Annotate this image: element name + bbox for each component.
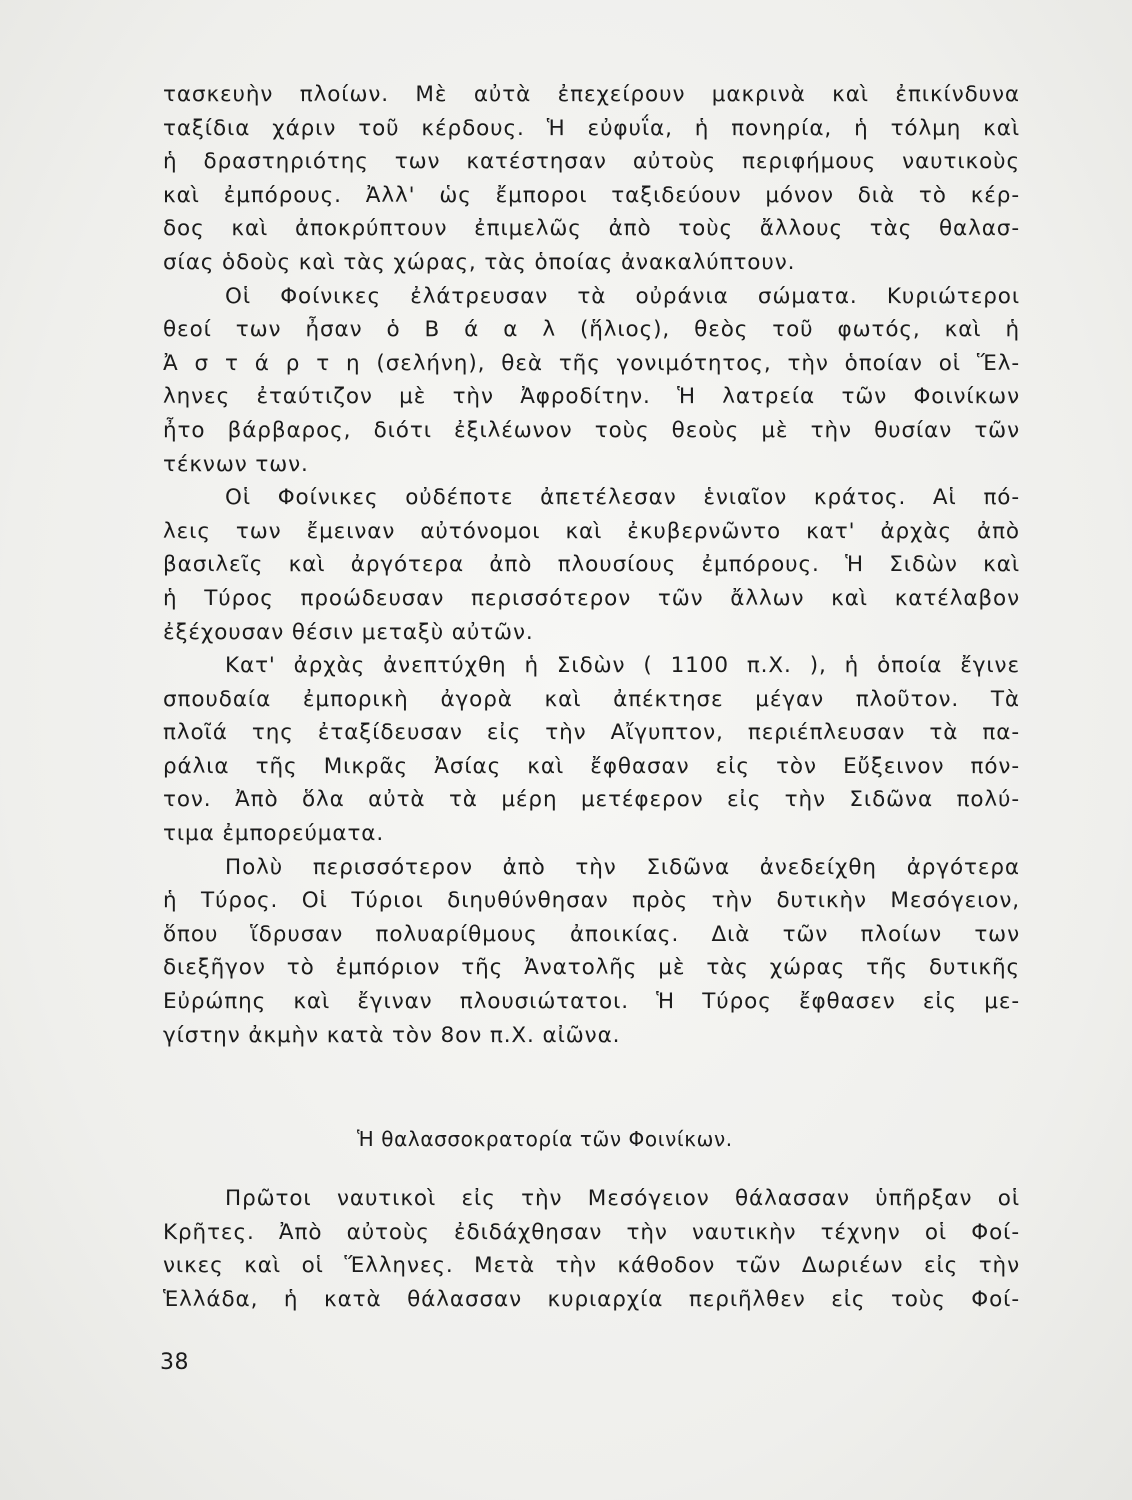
text-line: ὅπου ἵδρυσαν πολυαρίθμους ἀποικίας. Διὰ τῶν πλοίων των: [163, 921, 1020, 947]
text-line: τέκνων των.: [163, 451, 309, 477]
text-line: ἦτο βάρβαρος, διότι ἐξιλέωνον τοὺς θεοὺς μὲ τὴν θυσίαν τῶν: [163, 417, 1020, 443]
text-line: Ἀ σ τ ά ρ τ η (σελήνη), θεὰ τῆς γονιμότητος, τὴν ὁποίαν οἱ Ἕλ-: [163, 350, 1020, 376]
text-line: ἡ Τύρος. Οἱ Τύριοι διηυθύνθησαν πρὸς τὴν δυτικὴν Μεσόγειον,: [163, 888, 1020, 914]
text-line: ταξίδια χάριν τοῦ κέρδους. Ἡ εὐφυΐα, ἡ πονηρία, ἡ τόλμη καὶ: [163, 115, 1020, 141]
page-number: 38: [160, 1350, 189, 1375]
text-line: σπουδαία ἐμπορικὴ ἀγορὰ καὶ ἀπέκτησε μέγαν πλοῦτον. Τὰ: [163, 686, 1020, 712]
text-line: βασιλεῖς καὶ ἀργότερα ἀπὸ πλουσίους ἐμπόρους. Ἡ Σιδὼν καὶ: [163, 552, 1020, 578]
text-line: θεοί των ἦσαν ὁ Β ά α λ (ἥλιος), θεὸς τοῦ φωτός, καὶ ἡ: [163, 317, 1020, 343]
text-line: Ἑλλάδα, ἡ κατὰ θάλασσαν κυριαρχία περιῆλθεν εἰς τοὺς Φοί-: [163, 1286, 1020, 1312]
text-line: λεις των ἔμειναν αὐτόνομοι καὶ ἐκυβερνῶντο κατ' ἀρχὰς ἀπὸ: [163, 518, 1020, 544]
text-line: ἡ Τύρος προώδευσαν περισσότερον τῶν ἄλλων καὶ κατέλαβον: [163, 585, 1020, 611]
text-line: τασκευὴν πλοίων. Μὲ αὐτὰ ἐπεχείρουν μακρινὰ καὶ ἐπικίνδυνα: [163, 82, 1020, 107]
text-line: Πολὺ περισσότερον ἀπὸ τὴν Σιδῶνα ἀνεδείχθη ἀργότερα: [225, 854, 1020, 880]
text-line: Εὐρώπης καὶ ἔγιναν πλουσιώτατοι. Ἡ Τύρος ἔφθασεν εἰς με-: [163, 989, 1020, 1015]
section-heading: Ἡ θαλασσοκρατορία τῶν Φοινίκων.: [357, 1127, 733, 1151]
text-line: δος καὶ ἀποκρύπτουν ἐπιμελῶς ἀπὸ τοὺς ἄλλους τὰς θαλασ-: [163, 216, 1020, 242]
text-line: Κρῆτες. Ἀπὸ αὐτοὺς ἐδιδάχθησαν τὴν ναυτικὴν τέχνην οἱ Φοί-: [163, 1219, 1020, 1245]
text-line: Οἱ Φοίνικες ἐλάτρευσαν τὰ οὐράνια σώματα. Κυριώτεροι: [225, 283, 1020, 309]
text-line: τον. Ἀπὸ ὅλα αὐτὰ τὰ μέρη μετέφερον εἰς τὴν Σιδῶνα πολύ-: [163, 787, 1020, 813]
text-line: ληνες ἐταύτιζον μὲ τὴν Ἀφροδίτην. Ἡ λατρεία τῶν Φοινίκων: [163, 384, 1020, 410]
text-line: πλοῖά της ἐταξίδευσαν εἰς τὴν Αἴγυπτον, περιέπλευσαν τὰ πα-: [163, 720, 1020, 746]
main-text: [163, 78, 1020, 1052]
text-line: γίστην ἀκμὴν κατὰ τὸν 8ον π.Χ. αἰῶνα.: [163, 1022, 621, 1048]
text-line: ἡ δραστηριότης των κατέστησαν αὐτοὺς περιφήμους ναυτικοὺς: [163, 149, 1020, 175]
text-line: διεξῆγον τὸ ἐμπόριον τῆς Ἀνατολῆς μὲ τὰς χώρας τῆς δυτικῆς: [163, 955, 1020, 981]
text-line: ράλια τῆς Μικρᾶς Ἀσίας καὶ ἔφθασαν εἰς τὸν Εὔξεινον πόν-: [163, 753, 1020, 779]
text-line: καὶ ἐμπόρους. Ἀλλ' ὡς ἔμποροι ταξιδεύουν μόνον διὰ τὸ κέρ-: [163, 182, 1020, 208]
text-line: Πρῶτοι ναυτικοὶ εἰς τὴν Μεσόγειον θάλασσαν ὑπῆρξαν οἱ: [225, 1186, 1020, 1211]
text-line: σίας ὁδοὺς καὶ τὰς χώρας, τὰς ὁποίας ἀνακαλύπτουν.: [163, 249, 796, 275]
text-line: τιμα ἐμπορεύματα.: [163, 821, 385, 847]
text-line: Κατ' ἀρχὰς ἀνεπτύχθη ἡ Σιδὼν ( 1100 π.Χ. ), ἡ ὁποία ἔγινε: [225, 653, 1020, 679]
text-line: Οἱ Φοίνικες οὐδέποτε ἀπετέλεσαν ἑνιαῖον κράτος. Αἱ πό-: [225, 485, 1020, 511]
text-line: νικες καὶ οἱ Ἕλληνες. Μετὰ τὴν κάθοδον τῶν Δωριέων εἰς τὴν: [163, 1253, 1020, 1279]
text-line: ἐξέχουσαν θέσιν μεταξὺ αὐτῶν.: [163, 619, 534, 645]
section-text: [163, 1182, 1020, 1316]
